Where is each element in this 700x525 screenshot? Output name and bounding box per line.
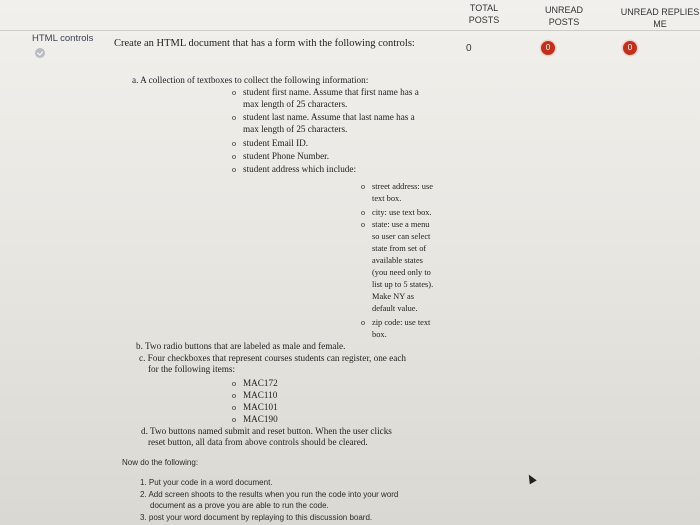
address-item-continuation: text box. xyxy=(372,194,402,203)
list-item: o student address which include: xyxy=(243,164,356,176)
section-d-line2: reset button, all data from above controls should be cleared. xyxy=(148,437,368,447)
step-item: 3. post your word document by replaying to this discussion board. xyxy=(140,513,373,522)
address-item-continuation: box. xyxy=(372,330,387,339)
section-a-title: a. A collection of textboxes to collect the following information: xyxy=(132,75,369,85)
address-item-continuation: so user can select xyxy=(372,232,431,241)
checkmark-icon xyxy=(35,48,45,58)
list-item-continuation: max length of 25 characters. xyxy=(243,124,348,134)
course-item: o MAC101 xyxy=(243,402,278,414)
unread-replies-header: UNREAD REPLIES ME xyxy=(620,7,700,29)
topic-prompt: Create an HTML document that has a form with the following controls: xyxy=(114,38,415,49)
section-d-line1: d. Two buttons named submit and reset button. When the user clicks xyxy=(141,426,392,436)
now-title: Now do the following: xyxy=(122,458,199,467)
address-item-continuation: available states xyxy=(372,256,423,265)
list-item-continuation: max length of 25 characters. xyxy=(243,99,348,109)
step-item: 1. Put your code in a word document. xyxy=(140,478,273,487)
address-item: o street address: use xyxy=(372,181,433,193)
list-item: o student first name. Assume that first name has a xyxy=(243,87,419,99)
list-item: o student Phone Number. xyxy=(243,151,329,163)
course-item: o MAC110 xyxy=(243,390,277,402)
address-item: o city: use text box. xyxy=(372,207,432,219)
section-c-line1: c. Four checkboxes that represent courses students can register, one each xyxy=(139,353,406,363)
address-item-continuation: list up to 5 states). xyxy=(372,280,434,289)
unread-posts-header: UNREAD POSTS xyxy=(544,5,583,27)
step-item-continuation: document as a prove you are able to run the code. xyxy=(150,501,329,510)
address-item-continuation: Make NY as xyxy=(372,292,415,301)
address-item-continuation: (you need only to xyxy=(372,268,431,277)
address-item-continuation: state from set of xyxy=(372,244,427,253)
header-divider xyxy=(0,30,700,31)
list-item: o student Email ID. xyxy=(243,138,308,150)
course-item: o MAC172 xyxy=(243,378,278,390)
unread-replies-badge[interactable]: 0 xyxy=(623,41,637,55)
step-item: 2. Add screen shoots to the results when you run the code into your word xyxy=(140,490,399,499)
total-posts-count: 0 xyxy=(466,43,472,54)
address-item: o state: use a menu xyxy=(372,219,429,231)
section-b-text: b. Two radio buttons that are labeled as male and female. xyxy=(136,341,346,351)
address-item: o zip code: use text xyxy=(372,317,430,329)
unread-posts-badge[interactable]: 0 xyxy=(541,41,555,55)
list-item: o student last name. Assume that last name has a xyxy=(243,112,415,124)
topic-title-link[interactable]: HTML controls xyxy=(32,33,94,44)
total-posts-header: TOTAL POSTS xyxy=(468,3,500,25)
address-item-continuation: default value. xyxy=(372,304,418,313)
section-c-line2: for the following items: xyxy=(148,364,236,374)
course-item: o MAC190 xyxy=(243,414,278,426)
